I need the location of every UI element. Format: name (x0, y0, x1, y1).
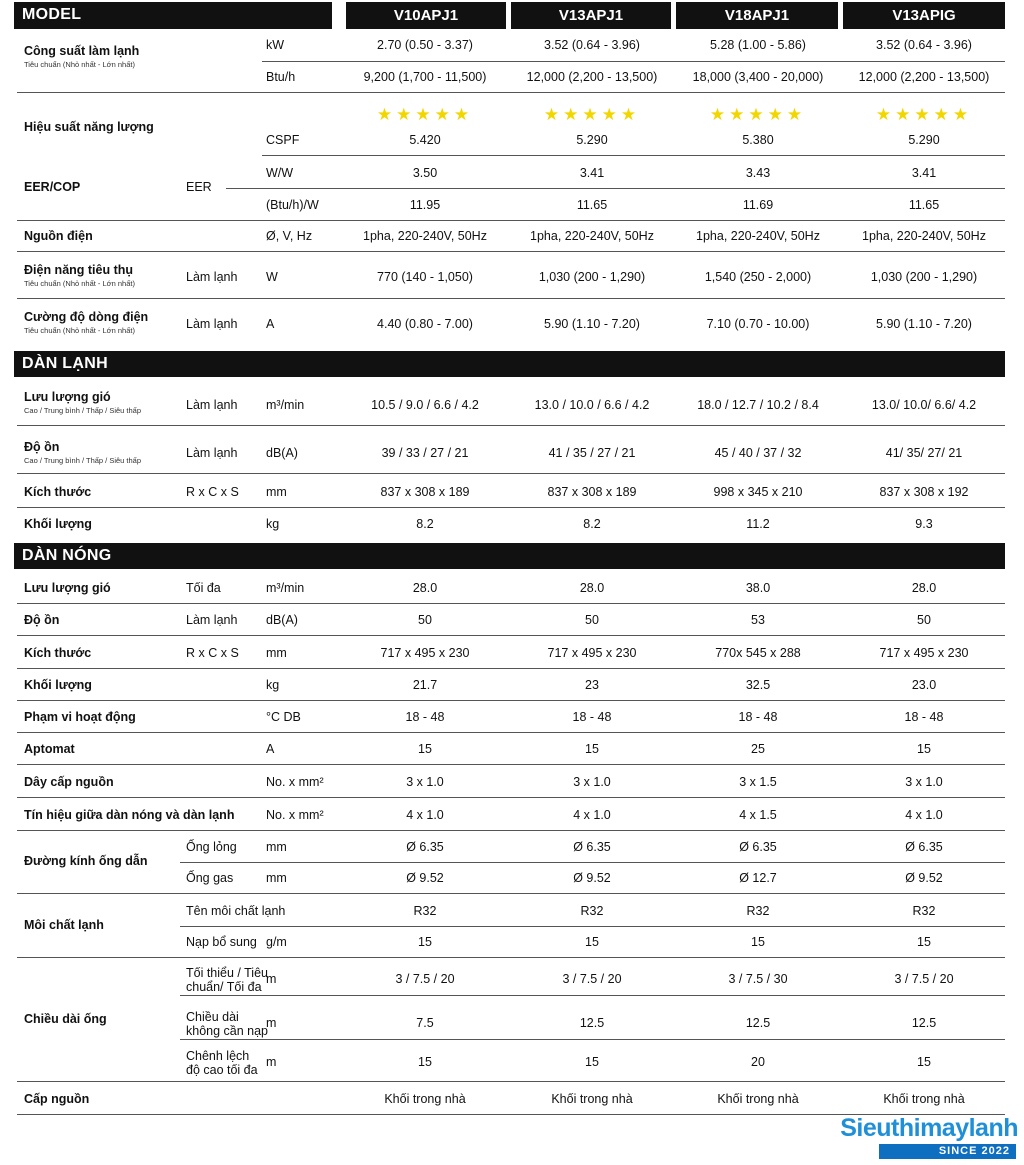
row-divider-out_size (17, 668, 1005, 669)
row-divider-range (17, 732, 1005, 733)
row-unit-eer_ww: W/W (266, 166, 294, 180)
row-divider-consume (17, 298, 1005, 299)
row-divider-out_weight (17, 700, 1005, 701)
value-cap_btu-4: 12,000 (2,200 - 13,500) (858, 70, 990, 84)
divider (17, 29, 330, 30)
row-divider-cap_btu (17, 92, 1005, 93)
row-unit-in_air: m³/min (266, 398, 305, 412)
row-col2-in_air: Làm lạnh (186, 398, 238, 412)
value-power-1: 1pha, 220-240V, 50Hz (363, 229, 487, 243)
value-ref_name-1: R32 (413, 904, 437, 918)
value-cap_btu-1: 9,200 (1,700 - 11,500) (363, 70, 487, 84)
value-eer_btu-4: 11.65 (908, 198, 940, 212)
row-col2b-len_height: độ cao tối đa (186, 1063, 258, 1077)
value-pipe_gas-3: Ø 12.7 (739, 871, 777, 885)
value-range-2: 18 - 48 (572, 710, 612, 724)
value-supply-2: Khối trong nhà (551, 1092, 633, 1106)
row-label-out_air: Lưu lượng gió (24, 581, 111, 595)
row-divider-out_air (17, 603, 1005, 604)
energy-stars-3: ★★★★★ (709, 105, 807, 124)
value-len_height-1: 15 (418, 1055, 432, 1069)
row-divider-eer_btu (17, 220, 1005, 221)
value-pipe_liq-3: Ø 6.35 (739, 840, 777, 854)
indoor-section-bar (14, 351, 1005, 377)
column-header-1: V10APJ1 (346, 2, 506, 29)
value-cap_btu-3: 18,000 (3,400 - 20,000) (692, 70, 824, 84)
row-sublabel-consume: Tiêu chuẩn (Nhỏ nhất - Lớn nhất) (24, 279, 135, 288)
value-ref_charge-3: 15 (751, 935, 765, 949)
column-header-2: V13APJ1 (511, 2, 671, 29)
column-header-4: V13APIG (843, 2, 1005, 29)
row-col2-ref_charge: Nạp bổ sung (186, 935, 257, 949)
value-out_noise-2: 50 (585, 613, 599, 627)
value-cap_kw-4: 3.52 (0.64 - 3.96) (876, 38, 972, 52)
value-out_air-4: 28.0 (911, 581, 937, 595)
row-col2a-len_nocharge: Chiều dài (186, 1010, 239, 1024)
value-len_std-2: 3 / 7.5 / 20 (562, 972, 622, 986)
row-divider-len_nocharge (180, 1039, 1005, 1040)
value-len_nocharge-1: 7.5 (416, 1016, 434, 1030)
row-col2-eer_ww: EER (186, 180, 212, 194)
row-col2-consume: Làm lạnh (186, 270, 238, 284)
row-label-out_size: Kích thước (24, 646, 92, 660)
row-unit-out_noise: dB(A) (266, 613, 298, 627)
row-label-in_weight: Khối lượng (24, 517, 92, 531)
row-unit-out_size: mm (266, 646, 287, 660)
row-label-range: Phạm vi hoạt động (24, 710, 136, 724)
row-col2a-len_height: Chênh lệch (186, 1049, 250, 1063)
value-current-2: 5.90 (1.10 - 7.20) (544, 317, 640, 331)
row-label-in_noise: Độ ồn (24, 440, 60, 454)
value-out_size-2: 717 x 495 x 230 (547, 646, 637, 660)
energy-stars-2: ★★★★★ (543, 105, 641, 124)
brand-logo (808, 1114, 1018, 1162)
value-ref_name-3: R32 (746, 904, 770, 918)
indoor-section-label: DÀN LẠNH (22, 355, 108, 372)
row-divider-in_noise (17, 473, 1005, 474)
row-unit-len_std: m (266, 972, 277, 986)
value-current-3: 7.10 (0.70 - 10.00) (706, 317, 810, 331)
value-eer_btu-3: 11.69 (742, 198, 774, 212)
value-ref_charge-2: 15 (585, 935, 599, 949)
value-len_height-4: 15 (917, 1055, 931, 1069)
value-pipe_liq-1: Ø 6.35 (406, 840, 444, 854)
row-divider-cap_kw (262, 61, 1005, 62)
value-in_air-3: 18.0 / 12.7 / 10.2 / 8.4 (697, 398, 819, 412)
value-out_noise-4: 50 (917, 613, 931, 627)
energy-stars-4: ★★★★★ (875, 105, 973, 124)
value-cable-4: 3 x 1.0 (905, 775, 943, 789)
value-len_height-3: 20 (751, 1055, 765, 1069)
logo-since-badge: SINCE 2022 (879, 1144, 1016, 1159)
row-unit-breaker: A (266, 742, 275, 756)
value-eer_ww-3: 3.43 (745, 166, 771, 180)
value-ref_charge-4: 15 (917, 935, 931, 949)
value-breaker-2: 15 (585, 742, 599, 756)
value-breaker-4: 15 (917, 742, 931, 756)
value-out_weight-1: 21.7 (412, 678, 438, 692)
value-len_height-2: 15 (585, 1055, 599, 1069)
value-signal-1: 4 x 1.0 (406, 808, 444, 822)
value-supply-3: Khối trong nhà (717, 1092, 799, 1106)
value-in_size-2: 837 x 308 x 189 (547, 485, 637, 499)
value-in_noise-1: 39 / 33 / 27 / 21 (381, 446, 469, 460)
row-divider-signal (17, 830, 1005, 831)
row-label-eer_ww: EER/COP (24, 180, 81, 194)
value-current-4: 5.90 (1.10 - 7.20) (876, 317, 972, 331)
row-sublabel-in_air: Cao / Trung bình / Thấp / Siêu thấp (24, 406, 142, 415)
row-unit-eer_btu: (Btu/h)/W (266, 198, 319, 212)
value-len_std-1: 3 / 7.5 / 20 (395, 972, 455, 986)
row-divider-ref_charge (17, 957, 1005, 958)
value-out_air-2: 28.0 (579, 581, 605, 595)
value-consume-3: 1,540 (250 - 2,000) (704, 270, 812, 284)
row-unit-len_height: m (266, 1055, 277, 1069)
value-in_noise-2: 41 / 35 / 27 / 21 (548, 446, 636, 460)
value-consume-4: 1,030 (200 - 1,290) (870, 270, 978, 284)
value-cap_btu-2: 12,000 (2,200 - 13,500) (526, 70, 658, 84)
value-cap_kw-1: 2.70 (0.50 - 3.37) (377, 38, 473, 52)
value-cap_kw-3: 5.28 (1.00 - 5.86) (710, 38, 806, 52)
row-col2-in_noise: Làm lạnh (186, 446, 238, 460)
value-out_weight-2: 23 (585, 678, 599, 692)
row-unit-pipe_gas: mm (266, 871, 287, 885)
value-range-1: 18 - 48 (405, 710, 445, 724)
row-col2-out_air: Tối đa (186, 581, 221, 595)
value-cable-3: 3 x 1.5 (739, 775, 777, 789)
row-sublabel-cap_kw: Tiêu chuẩn (Nhỏ nhất - Lớn nhất) (24, 60, 135, 69)
outdoor-section-bar (14, 543, 1005, 569)
row-label-breaker: Aptomat (24, 742, 75, 756)
value-eff-1: 5.420 (409, 133, 441, 147)
row-divider-in_air (17, 425, 1005, 426)
value-eer_ww-4: 3.41 (911, 166, 937, 180)
value-breaker-3: 25 (751, 742, 765, 756)
value-pipe_liq-2: Ø 6.35 (573, 840, 611, 854)
row-divider-eff (262, 155, 1005, 156)
value-len_nocharge-2: 12.5 (579, 1016, 605, 1030)
row-unit-pipe_liq: mm (266, 840, 287, 854)
value-in_weight-1: 8.2 (416, 517, 434, 531)
outdoor-section-label: DÀN NÓNG (22, 547, 112, 564)
value-cable-1: 3 x 1.0 (406, 775, 444, 789)
value-ref_charge-1: 15 (418, 935, 432, 949)
row-col2b-len_nocharge: không cần nạp (186, 1024, 269, 1038)
value-out_air-3: 38.0 (745, 581, 771, 595)
value-eer_btu-2: 11.65 (576, 198, 608, 212)
row-unit-power: Ø, V, Hz (266, 229, 313, 243)
row-unit-out_weight: kg (266, 678, 280, 692)
row-divider-breaker (17, 764, 1005, 765)
value-power-3: 1pha, 220-240V, 50Hz (696, 229, 820, 243)
value-in_noise-3: 45 / 40 / 37 / 32 (714, 446, 802, 460)
value-out_size-4: 717 x 495 x 230 (879, 646, 969, 660)
row-unit-cap_btu: Btu/h (266, 70, 296, 84)
row-label-in_size: Kích thước (24, 485, 92, 499)
value-out_weight-3: 32.5 (745, 678, 771, 692)
value-in_weight-3: 11.2 (746, 517, 770, 531)
value-ref_name-4: R32 (912, 904, 936, 918)
row-col2-current: Làm lạnh (186, 317, 238, 331)
value-power-4: 1pha, 220-240V, 50Hz (862, 229, 986, 243)
value-consume-1: 770 (140 - 1,050) (377, 270, 473, 284)
row-col2-out_noise: Làm lạnh (186, 613, 238, 627)
value-range-3: 18 - 48 (738, 710, 778, 724)
row-label-eff: Hiệu suất năng lượng (24, 120, 154, 134)
value-current-1: 4.40 (0.80 - 7.00) (377, 317, 473, 331)
row-col2-ref_name: Tên môi chất lạnh (186, 904, 286, 918)
row-sublabel-in_noise: Cao / Trung bình / Thấp / Siêu thấp (24, 456, 142, 465)
row-label-signal: Tín hiệu giữa dàn nóng và dàn lạnh (24, 808, 235, 822)
energy-stars-1: ★★★★★ (376, 105, 474, 124)
value-in_size-3: 998 x 345 x 210 (713, 485, 803, 499)
row-unit-eff: CSPF (266, 133, 300, 147)
row-label-current: Cường độ dòng điện (24, 310, 149, 324)
value-len_std-3: 3 / 7.5 / 30 (728, 972, 788, 986)
row-unit-range: °C DB (266, 710, 301, 724)
value-eff-3: 5.380 (742, 133, 774, 147)
value-in_air-2: 13.0 / 10.0 / 6.6 / 4.2 (534, 398, 650, 412)
value-range-4: 18 - 48 (904, 710, 944, 724)
value-pipe_gas-4: Ø 9.52 (905, 871, 943, 885)
value-in_air-4: 13.0/ 10.0/ 6.6/ 4.2 (871, 398, 977, 412)
row-divider-out_noise (17, 635, 1005, 636)
value-signal-3: 4 x 1.5 (739, 808, 777, 822)
row-label-out_weight: Khối lượng (24, 678, 92, 692)
row-unit-consume: W (266, 270, 278, 284)
row-sublabel-current: Tiêu chuẩn (Nhỏ nhất - Lớn nhất) (24, 326, 135, 335)
value-power-2: 1pha, 220-240V, 50Hz (530, 229, 654, 243)
column-header-3: V18APJ1 (676, 2, 838, 29)
row-label-pipe_liq: Đường kính ống dẫn (24, 854, 148, 868)
row-divider-pipe_gas (17, 893, 1005, 894)
row-col2-pipe_gas: Ống gas (186, 871, 234, 885)
value-cap_kw-2: 3.52 (0.64 - 3.96) (544, 38, 640, 52)
row-divider-in_size (17, 507, 1005, 508)
value-out_size-3: 770x 545 x 288 (715, 646, 801, 660)
value-signal-2: 4 x 1.0 (573, 808, 611, 822)
value-in_weight-2: 8.2 (583, 517, 601, 531)
value-out_noise-3: 53 (751, 613, 765, 627)
row-col2-pipe_liq: Ống lỏng (186, 840, 237, 854)
row-unit-in_size: mm (266, 485, 287, 499)
row-unit-in_noise: dB(A) (266, 446, 298, 460)
value-in_weight-4: 9.3 (915, 517, 933, 531)
value-eff-4: 5.290 (908, 133, 940, 147)
value-out_weight-4: 23.0 (911, 678, 937, 692)
row-label-supply: Cấp nguồn (24, 1092, 90, 1106)
row-unit-cable: No. x mm² (266, 775, 324, 789)
row-divider-ref_name (180, 926, 1005, 927)
row-divider-power (17, 251, 1005, 252)
value-cable-2: 3 x 1.0 (573, 775, 611, 789)
logo-text: Sieuthimaylanh (840, 1114, 1018, 1142)
row-label-out_noise: Độ ồn (24, 613, 60, 627)
row-col2b-len_std: chuẩn/ Tối đa (186, 980, 262, 994)
value-out_size-1: 717 x 495 x 230 (380, 646, 470, 660)
value-in_size-1: 837 x 308 x 189 (380, 485, 470, 499)
value-pipe_gas-2: Ø 9.52 (573, 871, 611, 885)
value-eer_btu-1: 11.95 (409, 198, 441, 212)
row-unit-out_air: m³/min (266, 581, 305, 595)
value-len_nocharge-4: 12.5 (911, 1016, 937, 1030)
value-eer_ww-2: 3.41 (579, 166, 605, 180)
row-label-in_air: Lưu lượng gió (24, 390, 111, 404)
value-breaker-1: 15 (418, 742, 432, 756)
row-divider-eer_ww (226, 188, 1005, 189)
divider (17, 124, 330, 125)
row-label-cable: Dây cấp nguồn (24, 775, 114, 789)
value-pipe_gas-1: Ø 9.52 (406, 871, 444, 885)
row-col2a-len_std: Tối thiểu / Tiêu (186, 966, 268, 980)
value-eer_ww-1: 3.50 (412, 166, 438, 180)
row-unit-signal: No. x mm² (266, 808, 324, 822)
value-eff-2: 5.290 (576, 133, 608, 147)
row-col2-in_size: R x C x S (186, 485, 239, 499)
value-len_std-4: 3 / 7.5 / 20 (894, 972, 954, 986)
row-label-consume: Điện năng tiêu thụ (24, 263, 134, 277)
row-divider-len_height (17, 1081, 1005, 1082)
row-unit-len_nocharge: m (266, 1016, 277, 1030)
row-label-cap_kw: Công suất làm lạnh (24, 44, 140, 58)
row-label-len_std: Chiều dài ống (24, 1012, 107, 1026)
value-ref_name-2: R32 (580, 904, 604, 918)
value-consume-2: 1,030 (200 - 1,290) (538, 270, 646, 284)
value-in_air-1: 10.5 / 9.0 / 6.6 / 4.2 (371, 398, 479, 412)
row-divider-cable (17, 797, 1005, 798)
value-in_noise-4: 41/ 35/ 27/ 21 (885, 446, 963, 460)
value-out_air-1: 28.0 (412, 581, 438, 595)
value-supply-4: Khối trong nhà (883, 1092, 965, 1106)
row-unit-cap_kw: kW (266, 38, 285, 52)
row-unit-current: A (266, 317, 275, 331)
row-divider-pipe_liq (180, 862, 1005, 863)
value-supply-1: Khối trong nhà (384, 1092, 466, 1106)
row-unit-ref_charge: g/m (266, 935, 287, 949)
value-out_noise-1: 50 (418, 613, 432, 627)
row-col2-out_size: R x C x S (186, 646, 239, 660)
value-len_nocharge-3: 12.5 (745, 1016, 771, 1030)
row-label-power: Nguồn điện (24, 229, 93, 243)
model-label: MODEL (22, 6, 82, 23)
row-divider-len_std (180, 995, 1005, 996)
row-label-ref_name: Môi chất lạnh (24, 918, 104, 932)
row-unit-in_weight: kg (266, 517, 280, 531)
value-in_size-4: 837 x 308 x 192 (879, 485, 969, 499)
value-pipe_liq-4: Ø 6.35 (905, 840, 943, 854)
value-signal-4: 4 x 1.0 (905, 808, 943, 822)
